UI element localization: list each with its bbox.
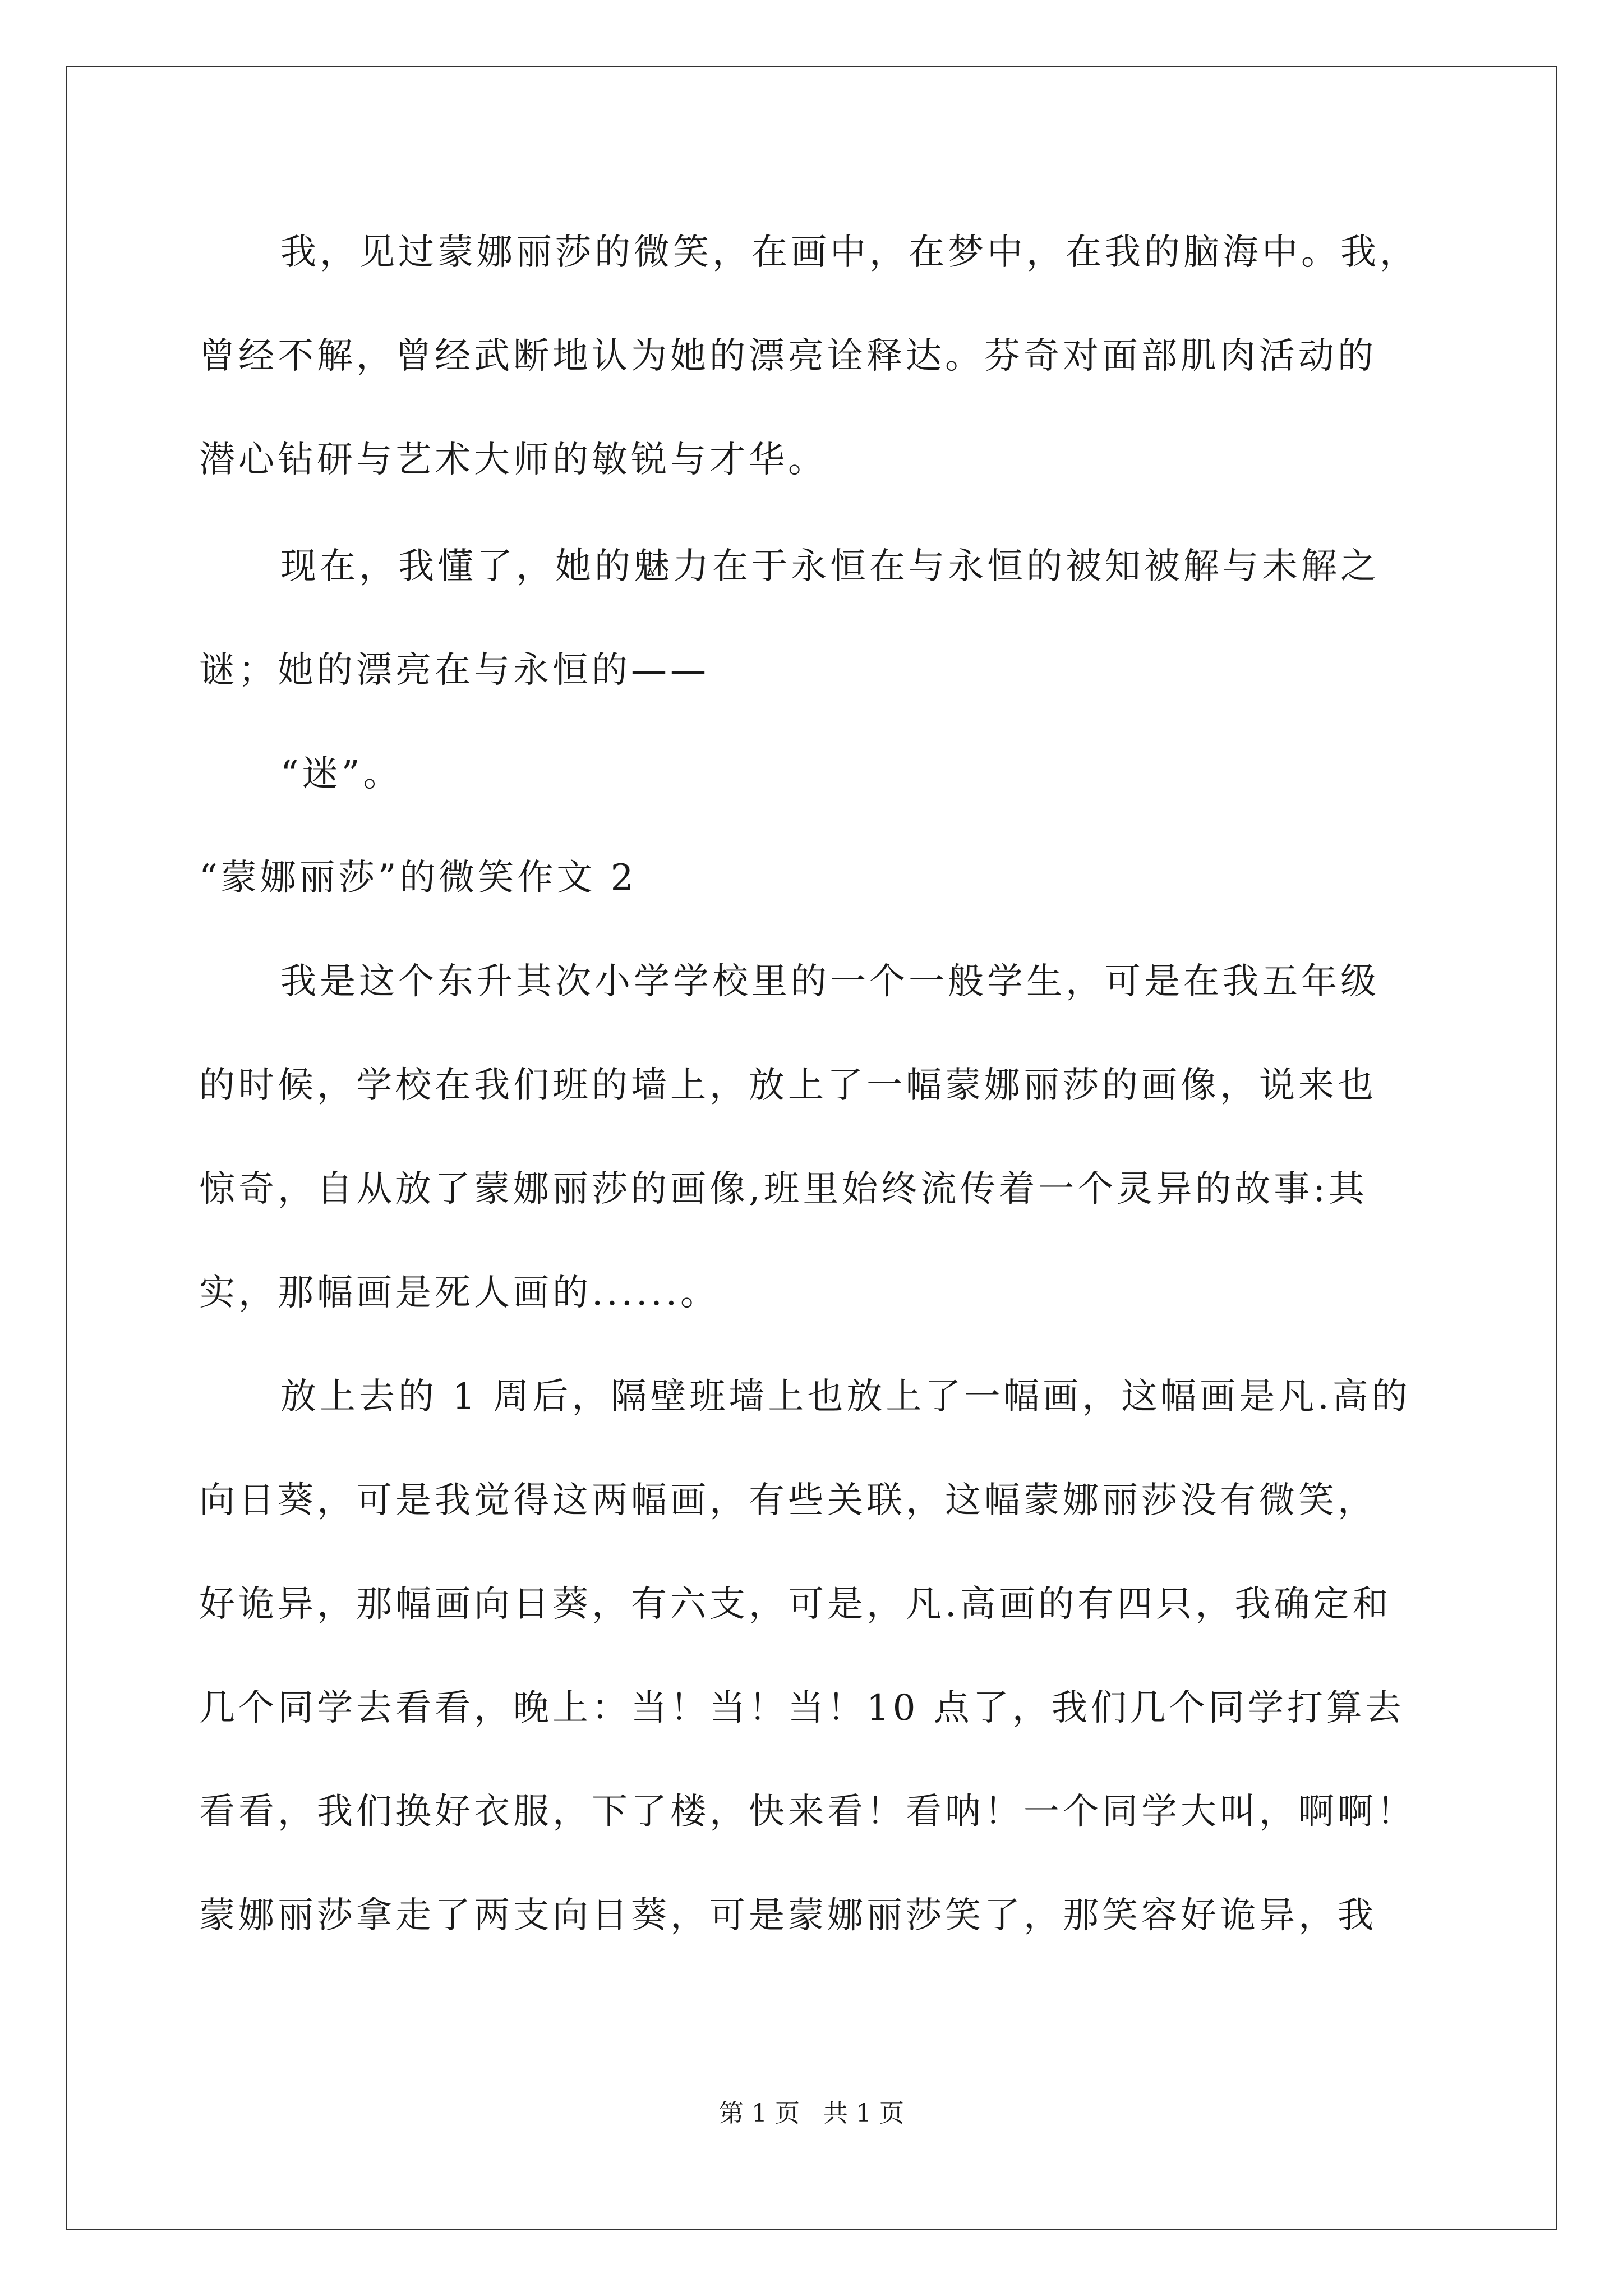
paragraph-5-line-6: 蒙娜丽莎拿走了两支向日葵，可是蒙娜丽莎笑了，那笑容好诡异，我 [199, 1895, 1377, 1936]
paragraph-4-line-3: 惊奇，自从放了蒙娜丽莎的画像,班里始终流传着一个灵异的故事:其 [199, 1168, 1368, 1210]
paragraph-2-line-1: 现在，我懂了，她的魅力在于永恒在与永恒的被知被解与未解之 [280, 546, 1380, 587]
paragraph-5-line-2: 向日葵，可是我觉得这两幅画，有些关联，这幅蒙娜丽莎没有微笑， [199, 1480, 1377, 1521]
paragraph-2-line-2: 谜；她的漂亮在与永恒的—— [199, 650, 709, 691]
paragraph-5-line-3: 好诡异，那幅画向日葵，有六支，可是，凡.高画的有四只，我确定和 [199, 1584, 1392, 1625]
paragraph-1-line-2: 曾经不解，曾经武断地认为她的漂亮诠释达。芬奇对面部肌肉活动的 [199, 335, 1377, 377]
page-number-footer: 第 1 页 共 1 页 [719, 2099, 904, 2128]
paragraph-4-line-2: 的时候，学校在我们班的墙上，放上了一幅蒙娜丽莎的画像，说来也 [199, 1065, 1377, 1106]
paragraph-5-line-1: 放上去的 1 周后，隔壁班墙上也放上了一幅画，这幅画是凡.高的 [280, 1376, 1411, 1418]
paragraph-3-line-1: “迷”。 [280, 753, 403, 795]
paragraph-5-line-4: 几个同学去看看，晚上：当！当！当！10 点了，我们几个同学打算去 [199, 1687, 1405, 1729]
paragraph-1-line-3: 潜心钻研与艺术大师的敏锐与才华。 [199, 439, 827, 481]
paragraph-1-line-1: 我，见过蒙娜丽莎的微笑，在画中，在梦中，在我的脑海中。我， [280, 232, 1419, 273]
paragraph-4-line-4: 实，那幅画是死人画的......。 [199, 1272, 720, 1314]
section-heading: “蒙娜丽莎”的微笑作文 2 [199, 857, 637, 899]
paragraph-5-line-5: 看看，我们换好衣服，下了楼，快来看！看呐！一个同学大叫，啊啊！ [199, 1791, 1416, 1833]
paragraph-4-line-1: 我是这个东升其次小学学校里的一个一般学生，可是在我五年级 [280, 961, 1380, 1002]
